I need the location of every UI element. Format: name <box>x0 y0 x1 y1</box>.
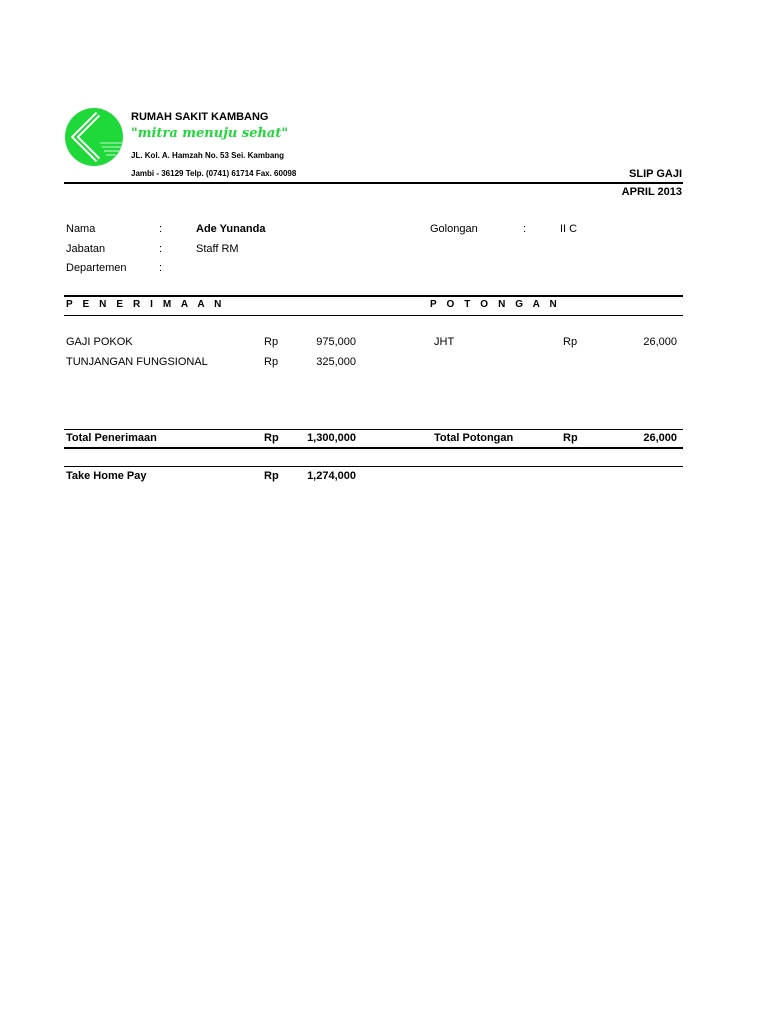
earnings-title: P E N E R I M A A N <box>66 299 225 310</box>
document-title: SLIP GAJI <box>629 168 682 180</box>
hospital-name: RUMAH SAKIT KAMBANG <box>131 111 269 123</box>
totals-top-divider <box>64 429 683 430</box>
deduction-currency: Rp <box>563 336 578 348</box>
total-deductions-label: Total Potongan <box>434 432 514 444</box>
deductions-title: P O T O N G A N <box>430 299 561 310</box>
take-home-amount: 1,274,000 <box>307 470 356 482</box>
department-separator: : <box>159 262 163 274</box>
earning-label: GAJI POKOK <box>66 336 133 348</box>
total-earnings-amount: 1,300,000 <box>307 432 356 444</box>
earning-label: TUNJANGAN FUNGSIONAL <box>66 356 208 368</box>
section-bottom-divider <box>64 315 683 316</box>
earning-currency: Rp <box>264 356 279 368</box>
header-divider <box>64 182 683 184</box>
take-home-label: Take Home Pay <box>66 470 147 482</box>
grade-separator: : <box>523 223 527 235</box>
hospital-tagline: "mitra menuju sehat" <box>131 126 289 141</box>
position-separator: : <box>159 243 163 255</box>
section-top-divider <box>64 295 683 297</box>
total-deductions-currency: Rp <box>563 432 578 444</box>
address-line-1: JL. Kol. A. Hamzah No. 53 Sei. Kambang <box>131 151 285 160</box>
take-home-divider <box>64 466 683 467</box>
name-label: Nama <box>66 223 96 235</box>
take-home-currency: Rp <box>264 470 279 482</box>
earning-amount: 975,000 <box>316 336 356 348</box>
deduction-amount: 26,000 <box>643 336 677 348</box>
name-value: Ade Yunanda <box>196 223 266 235</box>
total-earnings-label: Total Penerimaan <box>66 432 157 444</box>
position-value: Staff RM <box>196 243 239 255</box>
hospital-logo <box>64 107 124 167</box>
earning-currency: Rp <box>264 336 279 348</box>
grade-label: Golongan <box>430 223 478 235</box>
document-period: APRIL 2013 <box>621 186 682 198</box>
grade-value: II C <box>560 223 578 235</box>
earning-amount: 325,000 <box>316 356 356 368</box>
address-line-2: Jambi - 36129 Telp. (0741) 61714 Fax. 60098 <box>131 169 297 178</box>
total-deductions-amount: 26,000 <box>643 432 677 444</box>
total-earnings-currency: Rp <box>264 432 279 444</box>
totals-bottom-divider <box>64 447 683 449</box>
name-separator: : <box>159 223 163 235</box>
department-label: Departemen <box>66 262 127 274</box>
deduction-label: JHT <box>434 336 455 348</box>
position-label: Jabatan <box>66 243 106 255</box>
